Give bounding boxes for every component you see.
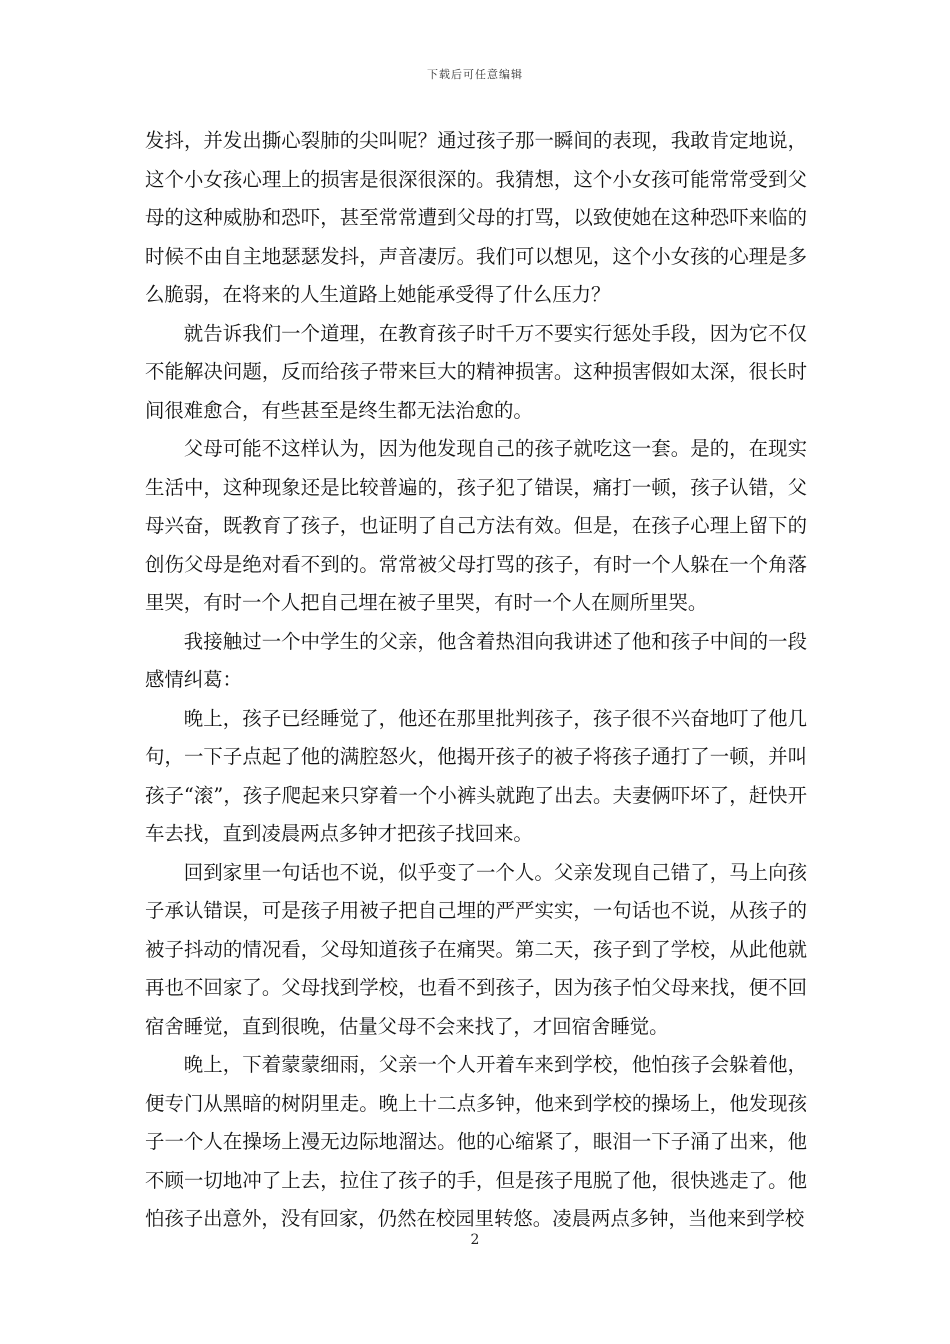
paragraph-1: 发抖，并发出撕心裂肺的尖叫呢？通过孩子那一瞬间的表现，我敢肯定地说，这个小女孩心理上的损害是很深很深的。我猜想，这个小女孩可能常常受到父母的这种威胁和恐吓，甚至常常遭到父母的打骂，以致使她在这种恐吓来临的时候不由自主地瑟瑟发抖，声音凄厉。我们可以想见，这个小女孩的心理是多么脆弱，在将来的人生道路上她能承受得了什么压力？ xyxy=(145,129,807,306)
page-header: 下载后可任意编辑 xyxy=(427,68,523,81)
paragraph-3: 父母可能不这样认为，因为他发现自己的孩子就吃这一套。是的，在现实生活中，这种现象还是比较普遍的，孩子犯了错误，痛打一顿，孩子认错，父母兴奋，既教育了孩子，也证明了自己方法有效。但是，在孩子心理上留下的创伤父母是绝对看不到的。常常被父母打骂的孩子，有时一个人躲在一个角落里哭，有时一个人把自己埋在被子里哭，有时一个人在厕所里哭。 xyxy=(145,437,807,614)
page-number: 2 xyxy=(470,1232,480,1248)
paragraph-2: 就告诉我们一个道理，在教育孩子时千万不要实行惩处手段，因为它不仅不能解决问题，反而给孩子带来巨大的精神损害。这种损害假如太深，很长时间很难愈合，有些甚至是终生都无法治愈的。 xyxy=(145,321,807,422)
paragraph-6: 回到家里一句话也不说，似乎变了一个人。父亲发现自己错了，马上向孩子承认错误，可是孩子用被子把自己埋的严严实实，一句话也不说，从孩子的被子抖动的情况看，父母知道孩子在痛哭。第二天，孩子到了学校，从此他就再也不回家了。父母找到学校，也看不到孩子，因为孩子怕父母来找，便不回宿舍睡觉，直到很晚，估量父母不会来找了，才回宿舍睡觉。 xyxy=(145,860,807,1038)
paragraph-4: 我接触过一个中学生的父亲，他含着热泪向我讲述了他和孩子中间的一段感情纠葛： xyxy=(145,629,807,691)
paragraph-7: 晚上，下着蒙蒙细雨，父亲一个人开着车来到学校，他怕孩子会躲着他，便专门从黑暗的树阴里走。晚上十二点多钟，他来到学校的操场上，他发现孩子一个人在操场上漫无边际地溜达。他的心缩紧了，眼泪一下子涌了出来，他不顾一切地冲了上去，拉住了孩子的手，但是孩子甩脱了他，很快逃走了。他怕孩子出意外，没有回家，仍然在校园里转悠。凌晨两点多钟，当他来到学校 xyxy=(145,1053,807,1230)
paragraph-5: 晚上，孩子已经睡觉了，他还在那里批判孩子，孩子很不兴奋地叮了他几句，一下子点起了他的满腔怒火，他揭开孩子的被子将孩子通打了一顿，并叫孩子“滚”，孩子爬起来只穿着一个小裤头就跑了出去。夫妻俩吓坏了，赶快开车去找，直到凌晨两点多钟才把孩子找回来。 xyxy=(145,706,807,845)
document-body xyxy=(145,122,807,1239)
